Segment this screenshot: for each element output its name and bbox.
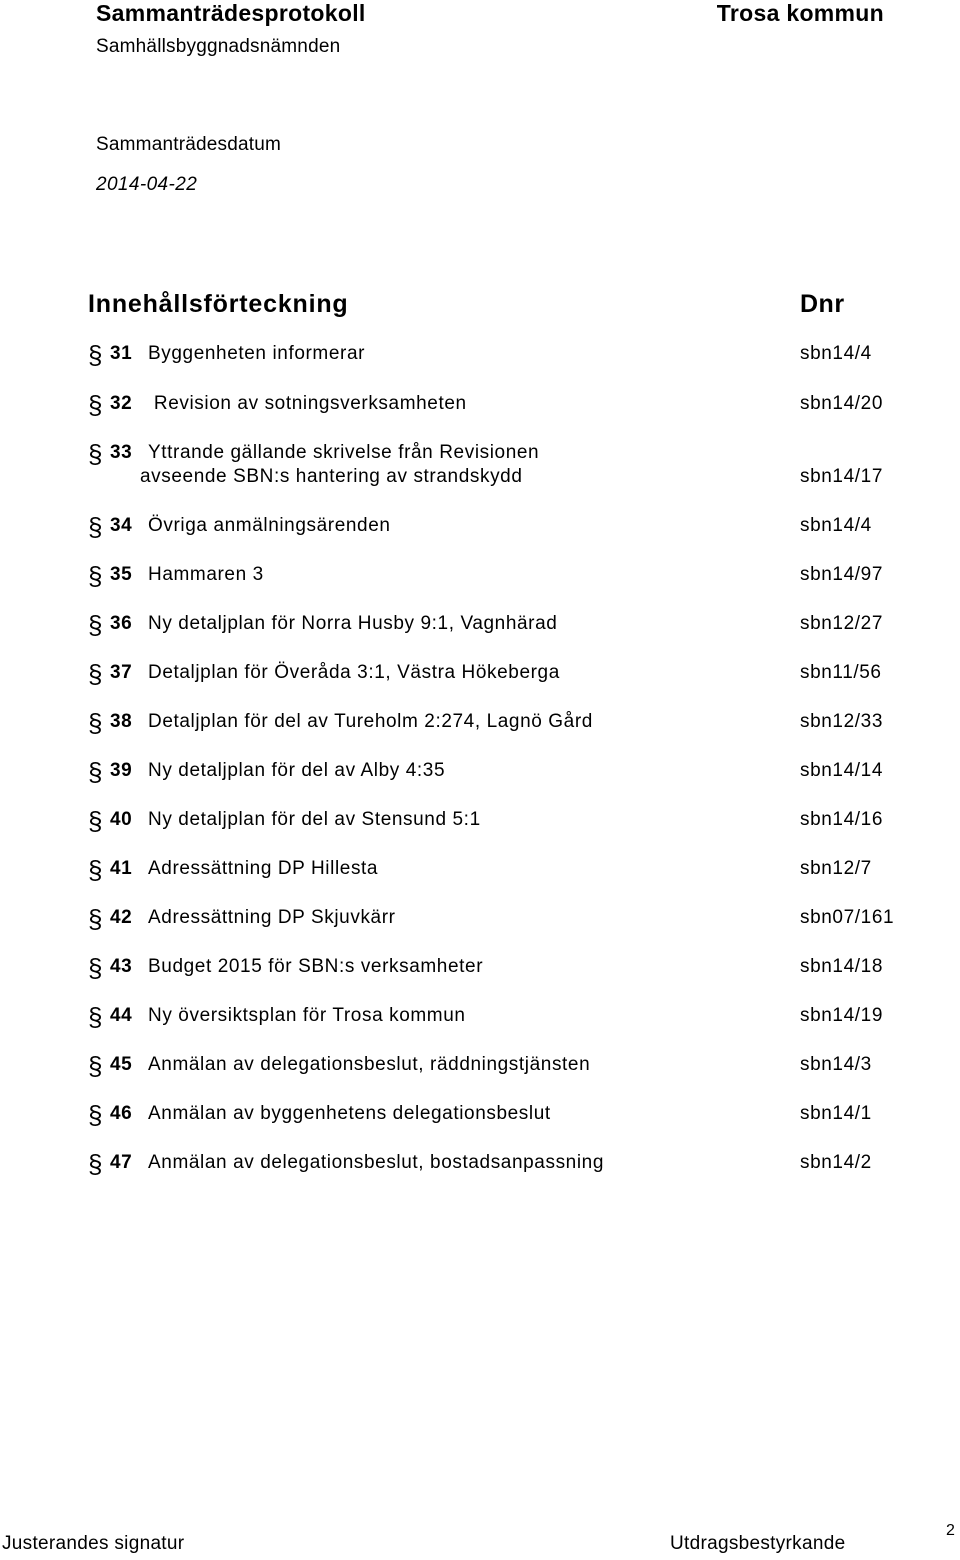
section-symbol: § <box>88 610 104 640</box>
entry-title: Övriga anmälningsärenden <box>148 515 391 536</box>
section-symbol: § <box>88 1051 104 1081</box>
entry-dnr: sbn14/16 <box>800 809 883 830</box>
section-symbol: § <box>88 1002 104 1032</box>
section-symbol: § <box>88 512 104 542</box>
section-symbol: § <box>88 757 104 787</box>
entry-title: Anmälan av delegationsbeslut, räddningstjänsten <box>148 1054 591 1075</box>
entry-number: 32 <box>110 393 133 414</box>
section-symbol: § <box>88 855 104 885</box>
entry-number: 42 <box>110 907 133 928</box>
entry-number: 45 <box>110 1054 133 1075</box>
entry-title: Hammaren 3 <box>148 564 264 585</box>
toc-heading: Innehållsförteckning <box>88 290 349 318</box>
section-symbol: § <box>88 708 104 738</box>
entry-title: Ny detaljplan för del av Stensund 5:1 <box>148 809 481 830</box>
section-symbol: § <box>88 904 104 934</box>
entry-title: Revision av sotningsverksamheten <box>148 393 467 414</box>
entry-title: Budget 2015 för SBN:s verksamheter <box>148 956 484 977</box>
entry-dnr: sbn11/56 <box>800 662 882 683</box>
section-symbol: § <box>88 953 104 983</box>
entry-dnr: sbn14/2 <box>800 1152 872 1173</box>
meeting-date-label: Sammanträdesdatum <box>96 134 282 155</box>
entry-title: Yttrande gällande skrivelse från Revisionen <box>148 442 540 463</box>
meeting-date-value: 2014-04-22 <box>96 174 198 195</box>
entry-dnr: sbn14/3 <box>800 1054 872 1075</box>
organization-name: Trosa kommun <box>716 0 884 26</box>
section-symbol: § <box>88 390 104 420</box>
entry-dnr: sbn14/97 <box>800 564 883 585</box>
section-symbol: § <box>88 1100 104 1130</box>
section-symbol: § <box>88 659 104 689</box>
entry-dnr: sbn14/19 <box>800 1005 883 1026</box>
entry-title: Adressättning DP Skjuvkärr <box>148 907 396 928</box>
entry-number: 41 <box>110 858 133 879</box>
entry-title: Anmälan av byggenhetens delegationsbeslut <box>148 1103 551 1124</box>
entry-number: 43 <box>110 956 133 977</box>
entry-number: 40 <box>110 809 133 830</box>
entry-dnr: sbn14/18 <box>800 956 883 977</box>
entry-dnr: sbn14/4 <box>800 515 872 536</box>
entry-title-continued: avseende SBN:s hantering av strandskydd <box>140 466 523 487</box>
entry-number: 34 <box>110 515 133 536</box>
section-symbol: § <box>88 439 104 469</box>
entry-title: Adressättning DP Hillesta <box>148 858 379 879</box>
entry-dnr: sbn14/4 <box>800 343 872 364</box>
entry-number: 38 <box>110 711 133 732</box>
dnr-heading: Dnr <box>800 290 845 318</box>
entry-title: Anmälan av delegationsbeslut, bostadsanpassning <box>148 1152 604 1173</box>
entry-number: 46 <box>110 1103 133 1124</box>
entry-title: Detaljplan för Överåda 3:1, Västra Hökeberga <box>148 662 560 683</box>
entry-dnr: sbn14/17 <box>800 466 883 487</box>
signature-label: Justerandes signatur <box>2 1533 185 1554</box>
section-symbol: § <box>88 561 104 591</box>
entry-number: 36 <box>110 613 133 634</box>
entry-number: 31 <box>110 343 133 364</box>
entry-number: 37 <box>110 662 133 683</box>
entry-dnr: sbn07/161 <box>800 907 895 928</box>
section-symbol: § <box>88 340 104 370</box>
entry-number: 39 <box>110 760 133 781</box>
entry-dnr: sbn14/20 <box>800 393 883 414</box>
entry-dnr: sbn12/27 <box>800 613 883 634</box>
entry-dnr: sbn14/1 <box>800 1103 872 1124</box>
entry-dnr: sbn12/33 <box>800 711 883 732</box>
entry-title: Ny detaljplan för Norra Husby 9:1, Vagnhärad <box>148 613 558 634</box>
entry-number: 47 <box>110 1152 133 1173</box>
section-symbol: § <box>88 1149 104 1179</box>
entry-number: 33 <box>110 442 133 463</box>
section-symbol: § <box>88 806 104 836</box>
entry-title: Detaljplan för del av Tureholm 2:274, Lagnö Gård <box>148 711 593 732</box>
document-title: Sammanträdesprotokoll <box>96 0 366 26</box>
entry-number: 44 <box>110 1005 133 1026</box>
entry-dnr: sbn14/14 <box>800 760 883 781</box>
certification-label: Utdragsbestyrkande <box>670 1533 846 1554</box>
committee-name: Samhällsbyggnadsnämnden <box>96 36 341 57</box>
entry-dnr: sbn12/7 <box>800 858 872 879</box>
entry-title: Ny detaljplan för del av Alby 4:35 <box>148 760 446 781</box>
entry-title: Ny översiktsplan för Trosa kommun <box>148 1005 466 1026</box>
entry-number: 35 <box>110 564 133 585</box>
entry-title: Byggenheten informerar <box>148 343 366 364</box>
page-number: 2 <box>946 1522 955 1539</box>
